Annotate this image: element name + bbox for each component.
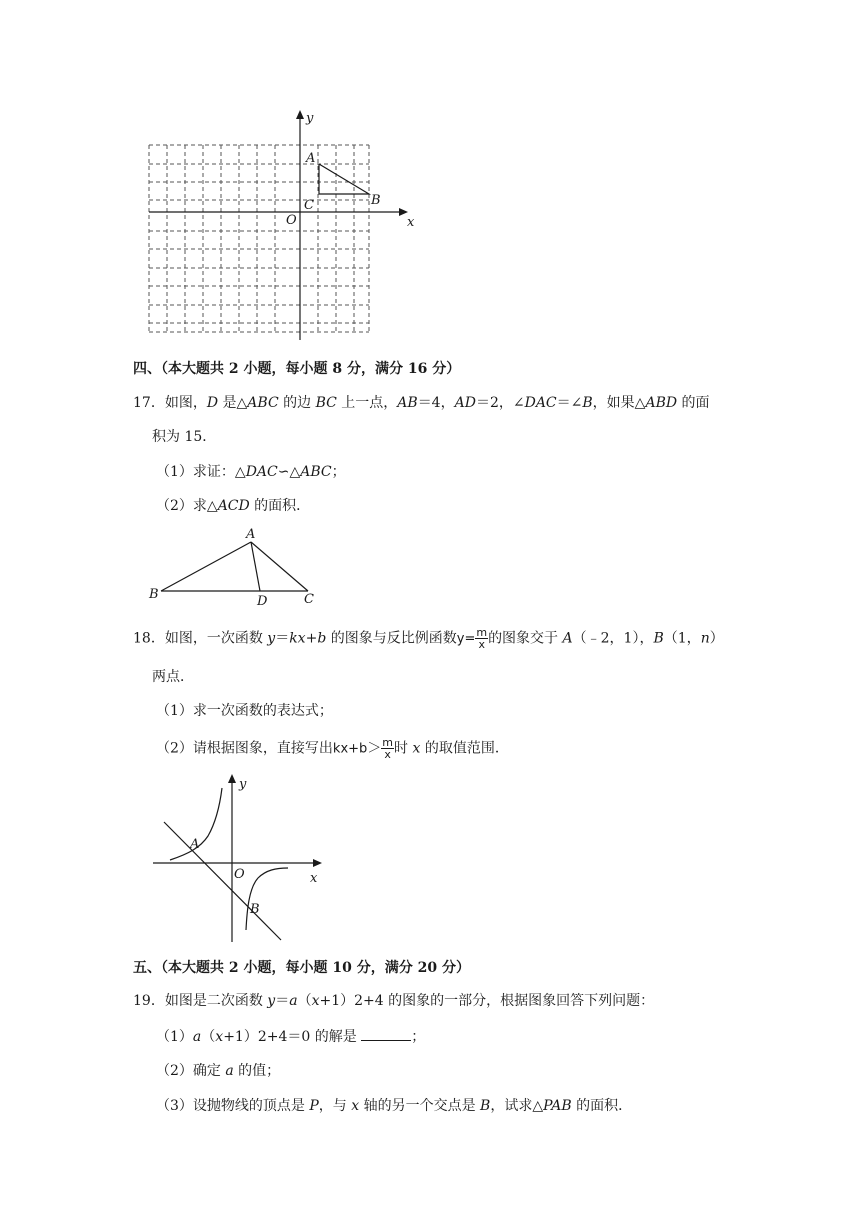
q17-line2: 积为 15．: [152, 429, 217, 445]
point-c-label: C: [304, 198, 314, 213]
q17-var: BC: [315, 395, 337, 411]
q18-fraction: [475, 627, 488, 650]
q18-sub2-text: ＞: [367, 740, 382, 757]
q17-sub1-var: ABC: [300, 464, 332, 480]
q18-text: ）: [709, 630, 724, 647]
q17-text: 是△: [218, 395, 248, 411]
section4-heading: 四、（本大题共 2 小题，每小题 8 分，满分 16 分）: [133, 361, 461, 377]
y-axis-arrow: [296, 110, 304, 119]
q18-frac-den: x: [478, 638, 485, 651]
q19-sub3-var: PAB: [543, 1098, 572, 1114]
triangle-abc: [319, 164, 369, 194]
q19-text: +1）: [319, 993, 355, 1009]
q19-number: 19．: [133, 993, 165, 1009]
q18-formula: y=: [456, 631, 476, 647]
q18-fig-x: x: [310, 871, 318, 886]
linear-function-line: [164, 822, 281, 940]
q17-var: ABC: [247, 395, 279, 411]
q18-text: +: [305, 630, 318, 647]
q17-text: 上一点，: [336, 395, 398, 411]
q19-sub3-text: ，与: [318, 1098, 352, 1114]
q17-text: ＝2，∠: [475, 395, 525, 411]
q18-sub2-text: （2）请根据图象，直接写出: [156, 740, 333, 757]
section5-heading: 五、（本大题共 2 小题，每小题 10 分，满分 20 分）: [133, 960, 470, 976]
q18-text: 的图象与反比例函数: [326, 630, 457, 647]
q19-sub1-text: ；: [411, 1029, 426, 1045]
point-b-label: B: [371, 193, 381, 208]
grid-figure: [140, 108, 430, 348]
q18-fig-b: B: [250, 902, 260, 917]
q19-text: ＝: [275, 993, 290, 1009]
dashed-grid: [149, 145, 369, 332]
q19-text: 如图是二次函数: [164, 993, 268, 1009]
q17-number: 17．: [133, 395, 165, 411]
q18-sub2-text: 时: [394, 740, 413, 757]
q17-var: AD: [454, 395, 476, 411]
q19-sub3-text: 的面积．: [571, 1098, 633, 1114]
q18-fig-y: y: [239, 777, 247, 792]
q17-text: ＝∠: [556, 395, 583, 411]
q19-line1: [133, 991, 654, 1011]
q17-sub2-var: ACD: [217, 498, 250, 514]
q18-line1: [133, 627, 724, 650]
q17-sub2: [156, 496, 310, 516]
q18-var: B: [653, 630, 664, 647]
q19-sub1-text: （: [201, 1029, 216, 1045]
q18-var: n: [700, 630, 710, 647]
q17-triangle-figure: [146, 524, 326, 608]
q17-sub2-text: （2）求△: [156, 498, 218, 514]
q17-fig-b: B: [149, 587, 159, 602]
q18-sub2: [156, 737, 509, 760]
q18-graph-figure: [148, 770, 338, 948]
q18-line2: 两点．: [152, 669, 194, 685]
q19-sub2-text: （2）确定: [156, 1063, 226, 1079]
q17-sub1-text: ∽△: [277, 464, 301, 480]
y-axis-label: y: [306, 111, 314, 126]
answer-blank[interactable]: [361, 1026, 411, 1041]
q18-var: A: [562, 630, 573, 647]
q17-sub1-text: （1）求证：△: [156, 464, 246, 480]
q17-sub2-text: 的面积．: [249, 498, 311, 514]
q19-sub3-text: 轴的另一个交点是: [359, 1098, 481, 1114]
q17-sub1-var: DAC: [245, 464, 278, 480]
q17-var: AB: [397, 395, 418, 411]
q18-text: 的图象交于: [488, 630, 563, 647]
q18-text: （﹣2，1），: [572, 630, 654, 647]
q18-number: 18．: [133, 630, 165, 647]
q18-sub1: （1）求一次函数的表达式；: [156, 703, 333, 719]
q18-sub2-var: x: [412, 740, 421, 757]
q19-sub3-var: x: [351, 1098, 360, 1114]
q19-sub1-text: 2+4＝0 的解是: [257, 1029, 362, 1045]
q17-sub1-text: ；: [331, 464, 346, 480]
q19-sub1: [156, 1026, 425, 1047]
q19-sub3-text: （3）设抛物线的顶点是: [156, 1098, 310, 1114]
q17-text: ＝4，: [417, 395, 455, 411]
q17-text: 如图，: [164, 395, 207, 411]
q19-var: a: [289, 993, 298, 1009]
q17-text: ，如果△: [592, 395, 646, 411]
q18-var: b: [317, 630, 327, 647]
q18-sub2-text: 的取值范围．: [420, 740, 509, 757]
origin-label: O: [286, 213, 297, 228]
q18-text: ＝: [275, 630, 290, 647]
q19-sub1-text: （1）: [156, 1029, 193, 1045]
q19-text: （: [297, 993, 312, 1009]
q19-sub3-var: P: [309, 1098, 319, 1114]
x-axis-label: x: [407, 215, 415, 230]
q19-var: y: [267, 993, 276, 1009]
q18-sub2-fraction: [381, 737, 394, 760]
q18-frac-num: m: [476, 626, 488, 639]
q19-sub2-text: 的值；: [233, 1063, 281, 1079]
q18-fig-a: A: [190, 837, 200, 852]
q17-text: 的边: [278, 395, 316, 411]
q19-sub2-var: a: [225, 1063, 234, 1079]
point-a-label: A: [306, 151, 316, 166]
q18-sub2-formula: kx+b: [332, 741, 368, 757]
q17-text: 的面: [677, 395, 710, 411]
q18-sub2-frac-num: m: [382, 736, 394, 749]
q17-sub1: [156, 462, 346, 482]
q19-sub1-var: x: [215, 1029, 224, 1045]
q17-var: B: [582, 395, 593, 411]
q19-sub3-text: ，试求△: [490, 1098, 544, 1114]
q17-var: DAC: [524, 395, 557, 411]
q19-sub3-var: B: [480, 1098, 491, 1114]
q18-sub2-frac-den: x: [384, 748, 391, 761]
q19-var: x: [311, 993, 320, 1009]
q17-fig-d: D: [257, 594, 268, 608]
q17-var: D: [206, 395, 219, 411]
q18-var: kx: [289, 630, 306, 647]
q19-sub1-var: a: [192, 1029, 202, 1045]
q18-text: 如图，一次函数: [164, 630, 268, 647]
q17-var: ABD: [645, 395, 678, 411]
q17-line1: [133, 393, 710, 413]
q19-text: 2+4 的图象的一部分，根据图象回答下列问题：: [354, 993, 655, 1009]
q19-sub3: [156, 1096, 632, 1116]
q18-var: y: [267, 630, 276, 647]
hyperbola-branch-lower: [246, 868, 288, 930]
q18-text: （1，: [663, 630, 701, 647]
q17-fig-c: C: [304, 592, 314, 607]
q19-sub2: [156, 1061, 280, 1081]
q19-sub1-text: +1）: [223, 1029, 258, 1045]
q18-fig-o: O: [234, 867, 245, 882]
q17-fig-a: A: [246, 527, 256, 542]
